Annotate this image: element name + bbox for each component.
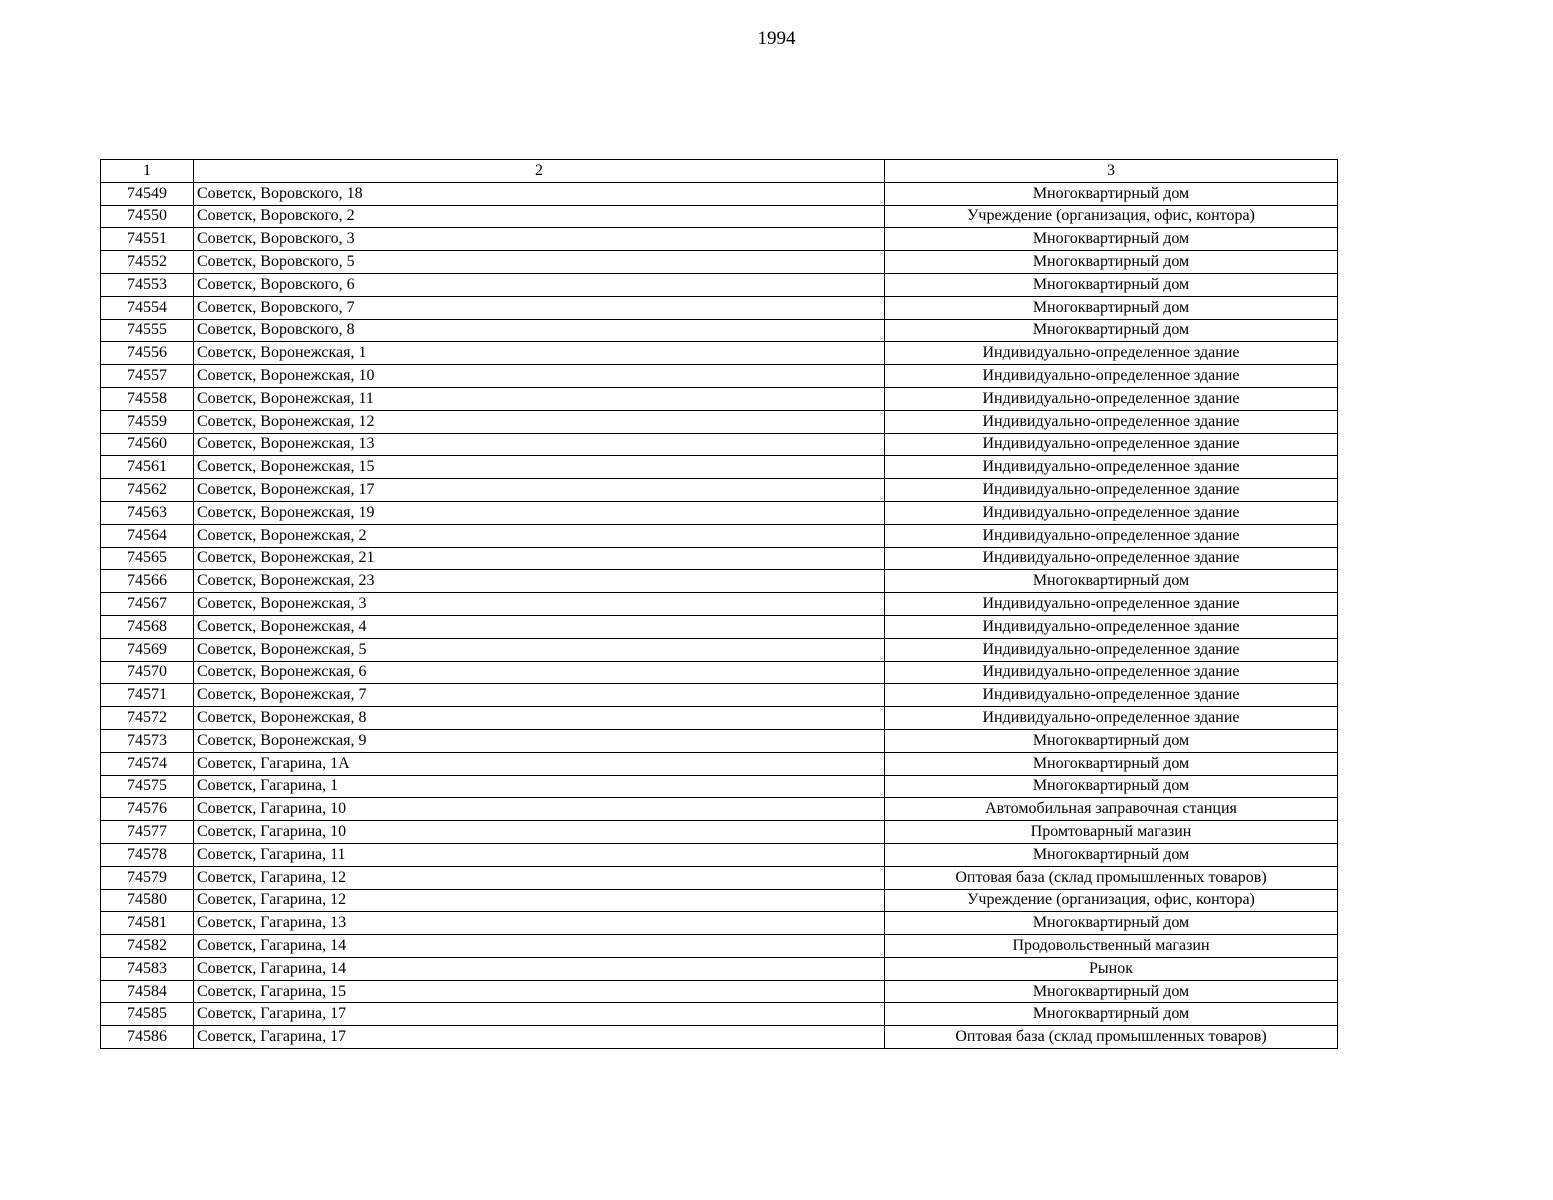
address-cell: Советск, Воровского, 7 [194,296,885,319]
object-type-cell: Индивидуально-определенное здание [885,342,1338,365]
table-row [101,935,1338,958]
object-type-cell: Индивидуально-определенное здание [885,501,1338,524]
object-type-cell: Учреждение (организация, офис, контора) [885,205,1338,228]
object-number-cell: 74568 [101,615,194,638]
object-number-cell: 74553 [101,273,194,296]
address-cell: Советск, Воронежская, 6 [194,661,885,684]
address-cell: Советск, Воронежская, 8 [194,707,885,730]
object-number-cell: 74559 [101,410,194,433]
object-number-cell: 74584 [101,980,194,1003]
address-cell: Советск, Гагарина, 10 [194,821,885,844]
object-type-cell: Учреждение (организация, офис, контора) [885,889,1338,912]
address-cell: Советск, Гагарина, 12 [194,889,885,912]
page-number: 1994 [757,28,796,49]
object-number-cell: 74550 [101,205,194,228]
table-row [101,866,1338,889]
object-type-cell: Многоквартирный дом [885,912,1338,935]
object-type-cell: Многоквартирный дом [885,570,1338,593]
table-row [101,524,1338,547]
table-row [101,1026,1338,1049]
address-cell: Советск, Воронежская, 11 [194,387,885,410]
table-row [101,957,1338,980]
table-row [101,273,1338,296]
table-row [101,365,1338,388]
object-number-cell: 74586 [101,1026,194,1049]
table-row [101,547,1338,570]
object-number-cell: 74560 [101,433,194,456]
object-type-cell: Многоквартирный дом [885,729,1338,752]
object-type-cell: Индивидуально-определенное здание [885,433,1338,456]
address-cell: Советск, Воронежская, 21 [194,547,885,570]
address-cell: Советск, Гагарина, 14 [194,957,885,980]
table-row [101,570,1338,593]
table-row [101,456,1338,479]
address-cell: Советск, Воронежская, 9 [194,729,885,752]
table-row [101,615,1338,638]
address-cell: Советск, Воровского, 8 [194,319,885,342]
address-cell: Советск, Воровского, 5 [194,251,885,274]
object-number-cell: 74570 [101,661,194,684]
table-row [101,251,1338,274]
object-number-cell: 74585 [101,1003,194,1026]
object-number-cell: 74561 [101,456,194,479]
object-type-cell: Оптовая база (склад промышленных товаров) [885,866,1338,889]
object-number-cell: 74565 [101,547,194,570]
address-cell: Советск, Воронежская, 19 [194,501,885,524]
table-row [101,707,1338,730]
table-row [101,182,1338,205]
object-number-cell: 74569 [101,638,194,661]
address-cell: Советск, Гагарина, 10 [194,798,885,821]
header-row [101,160,1338,183]
object-number-cell: 74567 [101,593,194,616]
object-number-cell: 74582 [101,935,194,958]
address-cell: Советск, Гагарина, 12 [194,866,885,889]
object-type-cell: Индивидуально-определенное здание [885,638,1338,661]
address-cell: Советск, Воронежская, 12 [194,410,885,433]
table-row [101,912,1338,935]
table-row [101,729,1338,752]
object-type-cell: Многоквартирный дом [885,182,1338,205]
table-row [101,684,1338,707]
address-cell: Советск, Воронежская, 1 [194,342,885,365]
object-type-cell: Индивидуально-определенное здание [885,365,1338,388]
object-type-cell: Оптовая база (склад промышленных товаров) [885,1026,1338,1049]
table-row [101,410,1338,433]
object-number-cell: 74556 [101,342,194,365]
table-row [101,843,1338,866]
address-cell: Советск, Воровского, 6 [194,273,885,296]
address-cell: Советск, Воронежская, 17 [194,479,885,502]
object-number-cell: 74577 [101,821,194,844]
object-type-cell: Многоквартирный дом [885,980,1338,1003]
address-cell: Советск, Гагарина, 14 [194,935,885,958]
object-type-cell: Многоквартирный дом [885,1003,1338,1026]
header-column-2: 2 [194,160,885,183]
header-column-3: 3 [885,160,1338,183]
table-row [101,661,1338,684]
table-row [101,387,1338,410]
table-row [101,752,1338,775]
address-cell: Советск, Воровского, 2 [194,205,885,228]
object-type-cell: Индивидуально-определенное здание [885,456,1338,479]
table-row [101,980,1338,1003]
table-header [101,160,1338,183]
object-type-cell: Индивидуально-определенное здание [885,479,1338,502]
address-cell: Советск, Воронежская, 23 [194,570,885,593]
object-number-cell: 74579 [101,866,194,889]
object-number-cell: 74563 [101,501,194,524]
address-cell: Советск, Гагарина, 1А [194,752,885,775]
object-type-cell: Индивидуально-определенное здание [885,593,1338,616]
table-row [101,1003,1338,1026]
address-cell: Советск, Воровского, 18 [194,182,885,205]
object-type-cell: Многоквартирный дом [885,273,1338,296]
object-type-cell: Индивидуально-определенное здание [885,547,1338,570]
object-number-cell: 74578 [101,843,194,866]
object-number-cell: 74571 [101,684,194,707]
object-number-cell: 74564 [101,524,194,547]
object-number-cell: 74552 [101,251,194,274]
object-type-cell: Индивидуально-определенное здание [885,707,1338,730]
address-cell: Советск, Воронежская, 13 [194,433,885,456]
object-number-cell: 74551 [101,228,194,251]
address-cell: Советск, Гагарина, 11 [194,843,885,866]
object-type-cell: Промтоварный магазин [885,821,1338,844]
table-row [101,228,1338,251]
object-type-cell: Многоквартирный дом [885,228,1338,251]
object-type-cell: Многоквартирный дом [885,752,1338,775]
object-number-cell: 74581 [101,912,194,935]
object-type-cell: Индивидуально-определенное здание [885,524,1338,547]
object-type-cell: Многоквартирный дом [885,296,1338,319]
object-number-cell: 74554 [101,296,194,319]
address-cell: Советск, Гагарина, 17 [194,1026,885,1049]
object-number-cell: 74566 [101,570,194,593]
table-row [101,342,1338,365]
object-type-cell: Многоквартирный дом [885,251,1338,274]
object-type-cell: Продовольственный магазин [885,935,1338,958]
object-type-cell: Многоквартирный дом [885,843,1338,866]
object-number-cell: 74580 [101,889,194,912]
object-number-cell: 74558 [101,387,194,410]
table-row [101,501,1338,524]
object-number-cell: 74572 [101,707,194,730]
address-cell: Советск, Воронежская, 15 [194,456,885,479]
object-number-cell: 74562 [101,479,194,502]
object-type-cell: Индивидуально-определенное здание [885,410,1338,433]
table-row [101,296,1338,319]
address-cell: Советск, Гагарина, 15 [194,980,885,1003]
address-cell: Советск, Воронежская, 3 [194,593,885,616]
table-row [101,319,1338,342]
table-row [101,638,1338,661]
table-row [101,798,1338,821]
address-cell: Советск, Воронежская, 4 [194,615,885,638]
object-number-cell: 74583 [101,957,194,980]
address-cell: Советск, Воронежская, 10 [194,365,885,388]
object-type-cell: Многоквартирный дом [885,319,1338,342]
address-cell: Советск, Гагарина, 13 [194,912,885,935]
table-row [101,205,1338,228]
table-row [101,821,1338,844]
object-type-cell: Автомобильная заправочная станция [885,798,1338,821]
object-type-cell: Индивидуально-определенное здание [885,615,1338,638]
address-cell: Советск, Гагарина, 17 [194,1003,885,1026]
table-row [101,889,1338,912]
object-number-cell: 74573 [101,729,194,752]
object-number-cell: 74555 [101,319,194,342]
header-column-1: 1 [101,160,194,183]
object-type-cell: Рынок [885,957,1338,980]
table-row [101,479,1338,502]
address-cell: Советск, Воронежская, 2 [194,524,885,547]
address-cell: Советск, Гагарина, 1 [194,775,885,798]
address-cell: Советск, Воронежская, 5 [194,638,885,661]
table-row [101,433,1338,456]
object-number-cell: 74576 [101,798,194,821]
object-type-cell: Многоквартирный дом [885,775,1338,798]
object-type-cell: Индивидуально-определенное здание [885,684,1338,707]
registry-table [100,159,1338,1049]
object-type-cell: Индивидуально-определенное здание [885,387,1338,410]
address-cell: Советск, Воровского, 3 [194,228,885,251]
object-type-cell: Индивидуально-определенное здание [885,661,1338,684]
table-row [101,775,1338,798]
address-cell: Советск, Воронежская, 7 [194,684,885,707]
object-number-cell: 74549 [101,182,194,205]
table-row [101,593,1338,616]
object-number-cell: 74574 [101,752,194,775]
object-number-cell: 74557 [101,365,194,388]
object-number-cell: 74575 [101,775,194,798]
table-body [101,182,1338,1048]
